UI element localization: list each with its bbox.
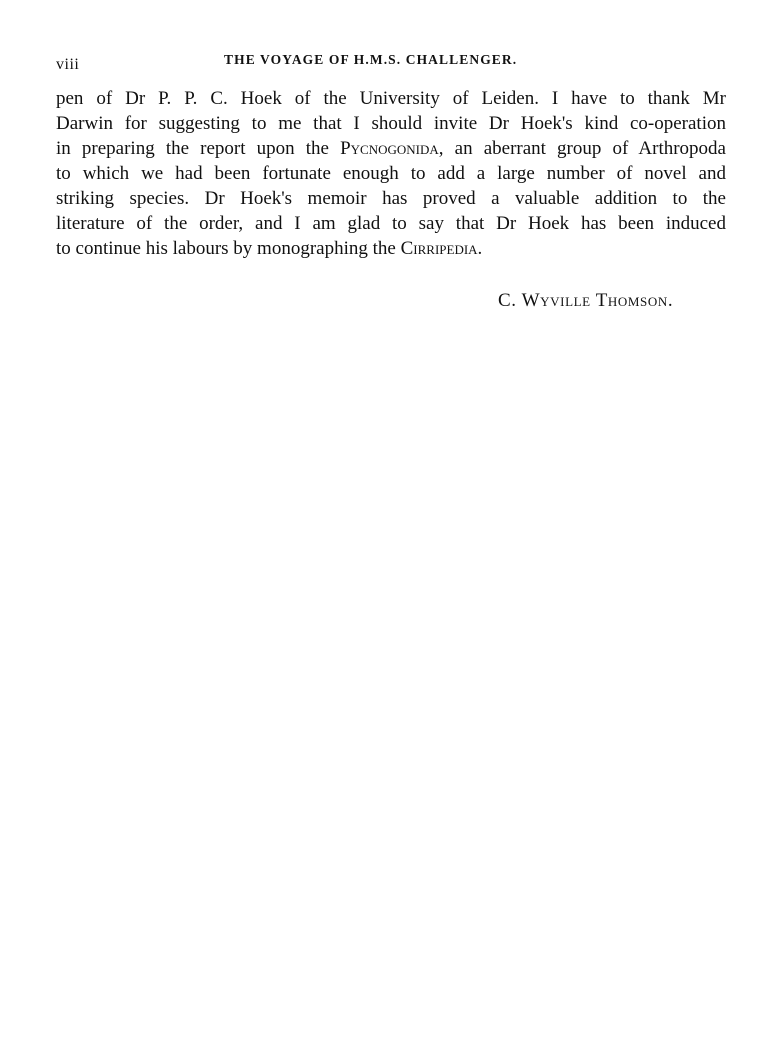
running-title: THE VOYAGE OF H.M.S. CHALLENGER. xyxy=(224,52,518,67)
text-line-1: pen of Dr P. P. C. Hoek of the University of Leiden. I have to thank Mr xyxy=(56,88,726,109)
text-line-7-start: to continue his labours by monographing the xyxy=(56,238,401,259)
text-line-7 xyxy=(56,236,726,261)
taxon-cirripedia: Cirripedia xyxy=(400,238,478,259)
text-line-2: Darwin for suggesting to me that I should invite Dr Hoek's kind co-operation xyxy=(56,113,726,134)
signature: C. Wyville Thomson. xyxy=(498,290,674,311)
running-header xyxy=(56,52,726,74)
text-line-6: literature of the order, and I am glad to say that Dr Hoek has been induced xyxy=(56,213,726,234)
text-line-3 xyxy=(56,136,726,161)
text-line-5: striking species. Dr Hoek's memoir has proved a valuable addition to the xyxy=(56,188,726,209)
body-paragraph xyxy=(56,86,726,261)
taxon-pycnogonida: Pycnogonida xyxy=(340,138,439,159)
text-line-7-end: . xyxy=(477,238,483,259)
page-number: viii xyxy=(56,56,80,73)
text-line-3-start: in preparing the report upon the xyxy=(56,138,341,159)
text-line-4: to which we had been fortunate enough to add a large number of novel and xyxy=(56,163,726,184)
text-line-3-end: , an aberrant group of Arthropoda xyxy=(438,138,726,159)
